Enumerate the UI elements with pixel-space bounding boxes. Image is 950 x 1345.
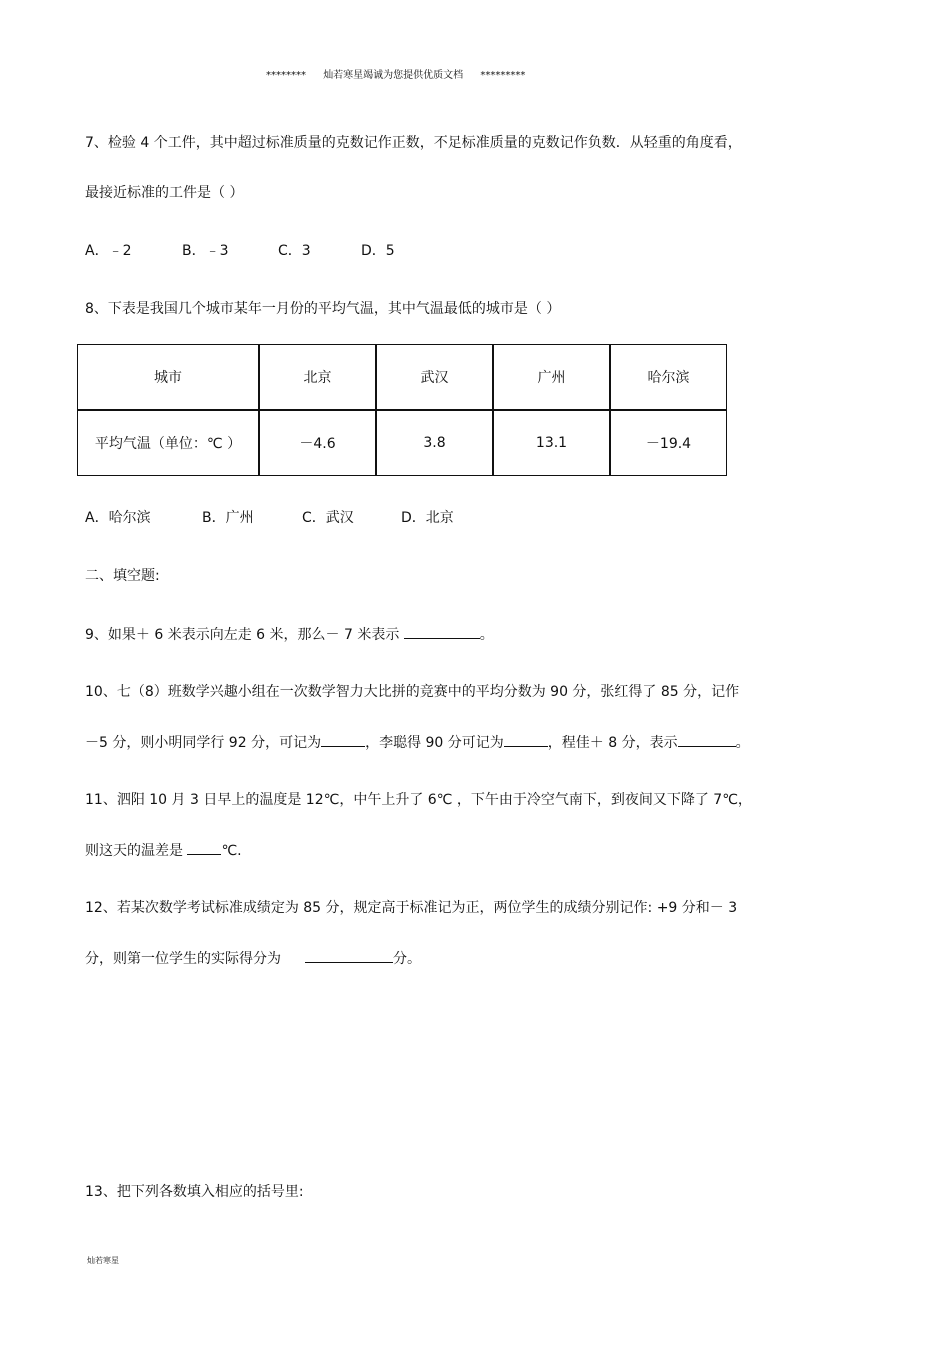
- table-cell: 平均气温（单位：℃ ）: [77, 410, 259, 476]
- table-cell: 3.8: [376, 410, 493, 476]
- q11-blank: [187, 840, 221, 855]
- q12-text-a: 分，则第一位学生的实际得分为: [85, 951, 281, 967]
- page-header: [266, 66, 539, 81]
- q10-text-d: 。: [735, 735, 750, 751]
- table-header-row: [77, 344, 727, 410]
- q9-line: [85, 624, 494, 645]
- q10-blank-1: [321, 732, 365, 747]
- q11-text-b: ℃.: [221, 843, 242, 859]
- q11-line1: 11、泗阳 10 月 3 日早上的温度是 12℃，中午上升了 6℃ ，下午由于冷空气南下，到夜间又下降了 7℃，: [85, 792, 752, 808]
- q9-end: 。: [479, 627, 494, 643]
- q7-option-d: D．5: [361, 243, 395, 259]
- q7-options: [85, 241, 395, 261]
- q10-text-b: ，李聪得 90 分可记为: [365, 735, 504, 751]
- q12-line1: 12、若某次数学考试标准成绩定为 85 分，规定高于标准记为正，两位学生的成绩分别记作: +9 分和－ 3: [85, 900, 738, 916]
- header-stars-right: *********: [480, 70, 526, 81]
- q10-line1: 10、七（8）班数学兴趣小组在一次数学智力大比拼的竞赛中的平均分数为 90 分，张红得了 85 分，记作: [85, 684, 740, 700]
- q10-text-a: －5 分，则小明同学行 92 分，可记为: [85, 735, 322, 751]
- table-header-cell: 城市: [77, 344, 259, 410]
- q13-line1: 13、把下列各数填入相应的括号里:: [85, 1184, 304, 1200]
- q10-text-c: ，程佳＋ 8 分，表示: [547, 735, 678, 751]
- q7-option-a: A．﹣2: [85, 243, 132, 259]
- table-header-cell: 广州: [493, 344, 610, 410]
- table-cell: 13.1: [493, 410, 610, 476]
- q10-blank-3: [678, 732, 736, 747]
- q7-line1: 7、检验 4 个工件，其中超过标准质量的克数记作正数，不足标准质量的克数记作负数．从轻重的角度看，: [85, 135, 742, 151]
- q12-text-b: 分。: [393, 951, 421, 967]
- q9-text: 9、如果＋ 6 米表示向左走 6 米，那么－ 7 米表示: [85, 627, 400, 643]
- section-title: 二、填空题:: [85, 568, 160, 584]
- q12-blank: [305, 948, 393, 963]
- q11-line2: [85, 840, 242, 861]
- q10-line2: [85, 732, 750, 753]
- header-stars-left: ********: [266, 70, 306, 81]
- q9-blank: [404, 624, 480, 639]
- temperature-table: [77, 344, 727, 476]
- q7-option-c: C．3: [278, 243, 311, 259]
- q7-option-b: B．﹣3: [182, 243, 229, 259]
- table-row: [77, 410, 727, 476]
- q8-option-a: A．哈尔滨: [85, 510, 151, 526]
- q7-line2: 最接近标准的工件是（ ）: [85, 185, 244, 201]
- q8-option-c: C．武汉: [302, 510, 354, 526]
- q11-text-a: 则这天的温差是: [85, 843, 188, 859]
- table-header-cell: 北京: [259, 344, 376, 410]
- header-text: 灿若寒星竭诚为您提供优质文档: [323, 70, 464, 81]
- table-cell: －19.4: [610, 410, 727, 476]
- table-header-cell: 武汉: [376, 344, 493, 410]
- q8-options: [85, 508, 454, 528]
- q12-line2: [85, 948, 421, 969]
- page-footer: 灿若寒星: [87, 1256, 119, 1265]
- q10-blank-2: [504, 732, 548, 747]
- q8-option-d: D．北京: [401, 510, 454, 526]
- q8-option-b: B．广州: [202, 510, 254, 526]
- table-cell: －4.6: [259, 410, 376, 476]
- table-header-cell: 哈尔滨: [610, 344, 727, 410]
- q8-line1: 8、下表是我国几个城市某年一月份的平均气温，其中气温最低的城市是（ ）: [85, 301, 561, 317]
